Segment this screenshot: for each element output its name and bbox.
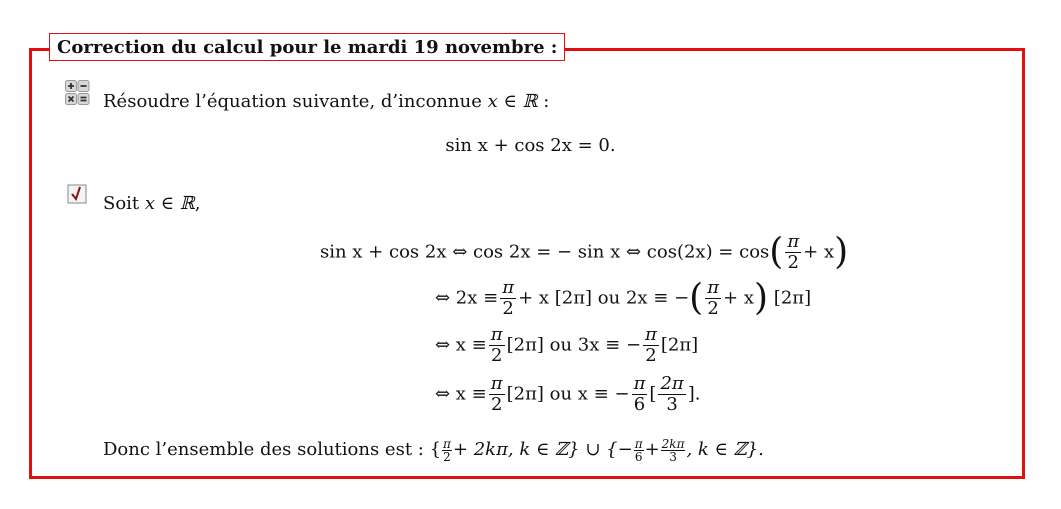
statement-intro: Résoudre l’équation suivante, d’inconnue [103,91,488,112]
line1-plus-x: + x [803,241,835,263]
line3-b: [2π] ou 3x ≡ − [506,334,642,356]
line2-c: + x [723,287,755,309]
derivation-line-1 [320,232,848,273]
fraction-pi-over-2: $\frac{\pi}{2}$ [490,324,503,366]
line3-a: ⇔ x ≡ [435,334,487,356]
statement-colon: : [537,91,550,112]
paren-close: ) [754,277,769,319]
line4-b: [2π] ou x ≡ − [506,383,630,405]
correction-comma: , [194,193,201,214]
fraction-pi-over-6: $\frac{\pi}{6}$ [633,373,646,415]
checkmark-icon [67,183,89,205]
set2-rest: , k ∈ ℤ}. [686,439,764,460]
conclusion-text: Donc l’ensemble des solutions est : [103,439,430,460]
conclusion-line [103,436,764,464]
fraction-pi-over-2: $\frac{\pi}{2}$ [502,277,515,319]
statement-equation [0,136,1061,156]
small-fraction-pi-over-2: $\frac{\pi}{2}$ [443,436,451,464]
derivation-line-2 [435,278,811,319]
line2-a: ⇔ 2x ≡ [435,287,499,309]
set1-rest: + 2kπ, k ∈ ℤ} ∪ {− [452,439,633,460]
statement-variable: x ∈ ℝ [487,91,538,112]
correction-intro-text: Soit [103,193,145,214]
small-fraction-2kpi-over-3: $\frac{2k\pi}{3}$ [661,436,685,464]
line3-c: [2π] [660,334,699,356]
fraction-pi-over-2: $\frac{\pi}{2}$ [490,373,503,415]
set2-mid: + [644,439,660,460]
paren-open: ( [769,231,784,273]
fraction-pi-over-2: $\frac{\pi}{2}$ [707,277,720,319]
set1-open: { [429,439,442,460]
correction-intro [103,194,201,214]
fraction-pi-over-2: $\frac{\pi}{2}$ [787,231,800,273]
line4-c: [ [649,383,657,405]
line4-a: ⇔ x ≡ [435,383,487,405]
line4-d: ]. [687,383,701,405]
statement-line [103,92,549,112]
frame-title: Correction du calcul pour le mardi 19 novembre : [49,33,565,61]
derivation-line-4 [435,374,701,415]
derivation-line-3 [435,325,698,366]
fraction-pi-over-2: $\frac{\pi}{2}$ [645,324,657,366]
line2-d: [2π] [773,287,812,309]
line2-b: + x [2π] ou 2x ≡ − [518,287,690,309]
paren-close: ) [834,231,849,273]
paren-open: ( [689,277,704,319]
correction-variable: x ∈ ℝ [144,193,195,214]
small-fraction-pi-over-6: $\frac{\pi}{6}$ [634,436,643,464]
line1-left: sin x + cos 2x ⇔ cos 2x = − sin x ⇔ cos(2x) = cos [320,241,770,263]
fraction-2pi-over-3: $\frac{2\pi}{3}$ [660,373,684,415]
equation-text: sin x + cos 2x = 0. [445,135,616,156]
calculator-icon [65,80,90,106]
